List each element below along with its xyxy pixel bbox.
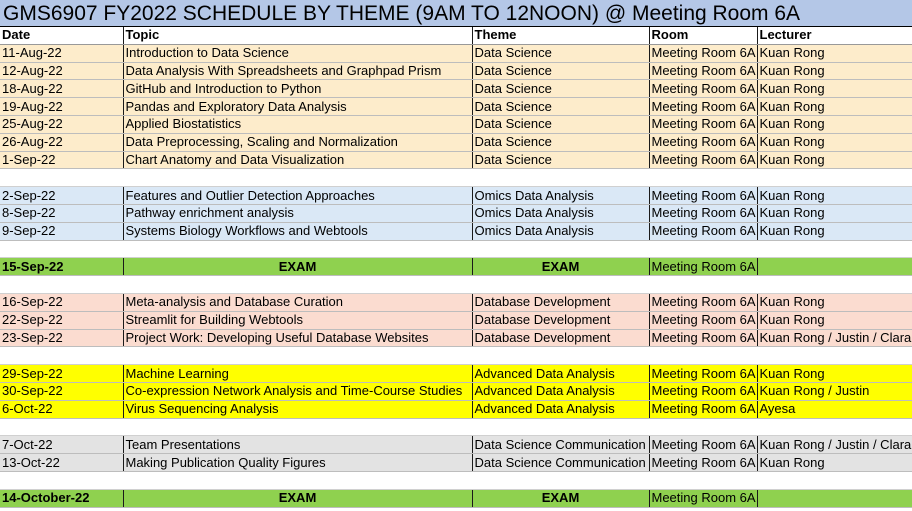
lecturer-cell: Kuan Rong [757,62,912,80]
spacer-cell [649,418,757,436]
room-cell: Meeting Room 6A [649,187,757,205]
spacer-row [0,347,912,365]
room-cell: Meeting Room 6A [649,454,757,472]
date-cell: 16-Sep-22 [0,293,123,311]
lecturer-cell: Kuan Rong [757,133,912,151]
room-cell: Meeting Room 6A [649,293,757,311]
theme-cell: Data Science [472,133,649,151]
spacer-cell [123,169,472,187]
header-room: Room [649,27,757,44]
spacer-cell [757,169,912,187]
table-row [0,133,912,151]
date-cell: 23-Sep-22 [0,329,123,347]
table-row [0,311,912,329]
topic-cell: Systems Biology Workflows and Webtools [123,222,472,240]
lecturer-cell: Kuan Rong [757,151,912,169]
lecturer-cell: Kuan Rong [757,98,912,116]
theme-cell: Omics Data Analysis [472,204,649,222]
spacer-cell [0,347,123,365]
lecturer-cell: Kuan Rong [757,454,912,472]
room-cell: Meeting Room 6A [649,489,757,507]
lecturer-cell: Kuan Rong [757,293,912,311]
spacer-cell [649,347,757,365]
spacer-cell [757,418,912,436]
spacer-cell [0,471,123,489]
room-cell: Meeting Room 6A [649,204,757,222]
theme-cell: Advanced Data Analysis [472,400,649,418]
room-cell: Meeting Room 6A [649,80,757,98]
date-cell: 11-Aug-22 [0,44,123,62]
room-cell: Meeting Room 6A [649,311,757,329]
header-topic: Topic [123,27,472,44]
table-row [0,62,912,80]
table-row [0,222,912,240]
spacer-row [0,169,912,187]
table-row [0,436,912,454]
schedule-body [0,44,912,507]
spacer-cell [123,347,472,365]
theme-cell: Data Science [472,151,649,169]
theme-cell: Database Development [472,329,649,347]
spacer-cell [0,240,123,258]
date-cell: 8-Sep-22 [0,204,123,222]
room-cell: Meeting Room 6A [649,436,757,454]
theme-cell: Omics Data Analysis [472,222,649,240]
spacer-cell [757,276,912,294]
room-cell: Meeting Room 6A [649,365,757,383]
spacer-cell [0,418,123,436]
spacer-cell [649,169,757,187]
table-row [0,204,912,222]
date-cell: 25-Aug-22 [0,115,123,133]
room-cell: Meeting Room 6A [649,400,757,418]
exam-row [0,489,912,507]
table-row [0,44,912,62]
date-cell: 26-Aug-22 [0,133,123,151]
spacer-cell [649,240,757,258]
header-theme: Theme [472,27,649,44]
theme-cell: Database Development [472,293,649,311]
spacer-cell [757,471,912,489]
table-row [0,400,912,418]
topic-cell: Pandas and Exploratory Data Analysis [123,98,472,116]
table-row [0,115,912,133]
topic-cell: EXAM [123,489,472,507]
topic-cell: Applied Biostatistics [123,115,472,133]
spacer-cell [472,418,649,436]
table-row [0,151,912,169]
theme-cell: Data Science Communication [472,436,649,454]
room-cell: Meeting Room 6A [649,115,757,133]
topic-cell: Pathway enrichment analysis [123,204,472,222]
table-row [0,293,912,311]
spacer-row [0,418,912,436]
lecturer-cell: Kuan Rong [757,187,912,205]
theme-cell: Omics Data Analysis [472,187,649,205]
topic-cell: EXAM [123,258,472,276]
spacer-cell [472,276,649,294]
spacer-cell [0,276,123,294]
spacer-cell [649,471,757,489]
date-cell: 13-Oct-22 [0,454,123,472]
spacer-cell [472,240,649,258]
spacer-cell [649,276,757,294]
lecturer-cell: Kuan Rong [757,365,912,383]
topic-cell: GitHub and Introduction to Python [123,80,472,98]
theme-cell: Data Science Communication [472,454,649,472]
spacer-cell [472,169,649,187]
spacer-cell [472,347,649,365]
spacer-cell [757,240,912,258]
lecturer-cell: Kuan Rong [757,80,912,98]
theme-cell: Data Science [472,44,649,62]
schedule-table [0,27,912,508]
topic-cell: Data Preprocessing, Scaling and Normalization [123,133,472,151]
topic-cell: Co-expression Network Analysis and Time-Course Studies [123,382,472,400]
topic-cell: Team Presentations [123,436,472,454]
spacer-cell [757,347,912,365]
schedule-title: GMS6907 FY2022 SCHEDULE BY THEME (9AM TO 12NOON) @ Meeting Room 6A [0,0,912,27]
date-cell: 15-Sep-22 [0,258,123,276]
table-row [0,329,912,347]
topic-cell: Machine Learning [123,365,472,383]
lecturer-cell: Kuan Rong / Justin / Clara [757,329,912,347]
table-row [0,187,912,205]
lecturer-cell: Kuan Rong [757,204,912,222]
spacer-row [0,471,912,489]
lecturer-cell: Kuan Rong / Justin / Clara [757,436,912,454]
header-lecturer: Lecturer [757,27,912,44]
spacer-cell [123,471,472,489]
topic-cell: Project Work: Developing Useful Database Websites [123,329,472,347]
room-cell: Meeting Room 6A [649,44,757,62]
topic-cell: Streamlit for Building Webtools [123,311,472,329]
spacer-cell [123,276,472,294]
date-cell: 7-Oct-22 [0,436,123,454]
spacer-cell [472,471,649,489]
header-row [0,27,912,44]
topic-cell: Making Publication Quality Figures [123,454,472,472]
room-cell: Meeting Room 6A [649,258,757,276]
date-cell: 18-Aug-22 [0,80,123,98]
theme-cell: Advanced Data Analysis [472,382,649,400]
table-row [0,382,912,400]
lecturer-cell [757,258,912,276]
spacer-cell [123,240,472,258]
room-cell: Meeting Room 6A [649,222,757,240]
date-cell: 30-Sep-22 [0,382,123,400]
theme-cell: Database Development [472,311,649,329]
date-cell: 29-Sep-22 [0,365,123,383]
header-date: Date [0,27,123,44]
theme-cell: Advanced Data Analysis [472,365,649,383]
lecturer-cell: Kuan Rong [757,222,912,240]
table-row [0,80,912,98]
lecturer-cell: Kuan Rong / Justin [757,382,912,400]
date-cell: 2-Sep-22 [0,187,123,205]
room-cell: Meeting Room 6A [649,329,757,347]
date-cell: 22-Sep-22 [0,311,123,329]
theme-cell: Data Science [472,115,649,133]
theme-cell: Data Science [472,98,649,116]
date-cell: 9-Sep-22 [0,222,123,240]
theme-cell: Data Science [472,80,649,98]
lecturer-cell: Kuan Rong [757,115,912,133]
table-row [0,365,912,383]
lecturer-cell: Kuan Rong [757,44,912,62]
table-row [0,454,912,472]
date-cell: 19-Aug-22 [0,98,123,116]
topic-cell: Virus Sequencing Analysis [123,400,472,418]
topic-cell: Chart Anatomy and Data Visualization [123,151,472,169]
topic-cell: Features and Outlier Detection Approaches [123,187,472,205]
theme-cell: Data Science [472,62,649,80]
room-cell: Meeting Room 6A [649,98,757,116]
lecturer-cell: Ayesa [757,400,912,418]
table-row [0,98,912,116]
date-cell: 1-Sep-22 [0,151,123,169]
spacer-cell [123,418,472,436]
topic-cell: Meta-analysis and Database Curation [123,293,472,311]
theme-cell: EXAM [472,258,649,276]
theme-cell: EXAM [472,489,649,507]
date-cell: 12-Aug-22 [0,62,123,80]
room-cell: Meeting Room 6A [649,151,757,169]
topic-cell: Introduction to Data Science [123,44,472,62]
lecturer-cell: Kuan Rong [757,311,912,329]
spacer-row [0,276,912,294]
date-cell: 6-Oct-22 [0,400,123,418]
room-cell: Meeting Room 6A [649,133,757,151]
room-cell: Meeting Room 6A [649,382,757,400]
spacer-cell [0,169,123,187]
spacer-row [0,240,912,258]
topic-cell: Data Analysis With Spreadsheets and Graphpad Prism [123,62,472,80]
exam-row [0,258,912,276]
room-cell: Meeting Room 6A [649,62,757,80]
lecturer-cell [757,489,912,507]
date-cell: 14-October-22 [0,489,123,507]
